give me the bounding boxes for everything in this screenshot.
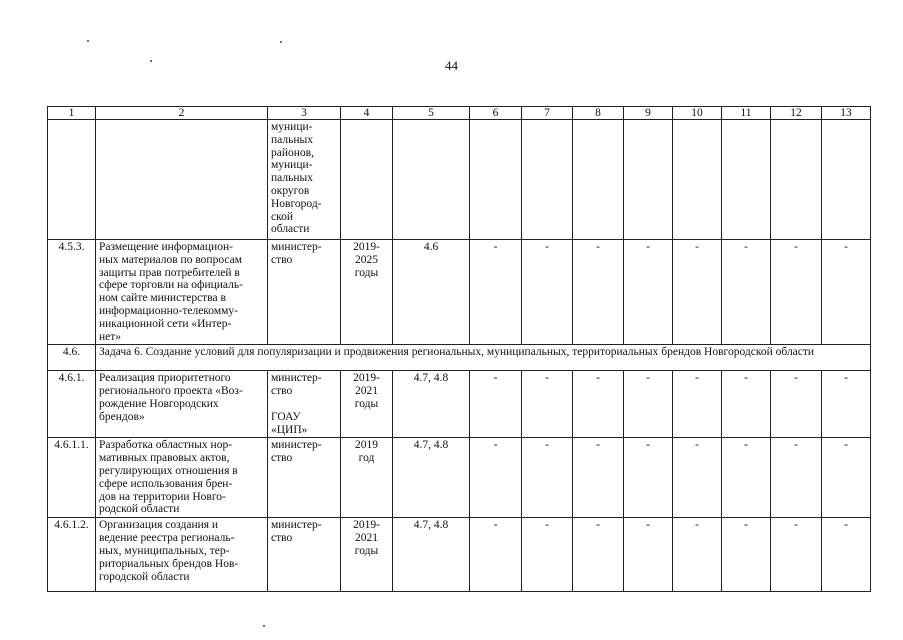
row-number: 4.6.1. <box>48 371 96 438</box>
column-header-4: 4 <box>341 107 393 120</box>
executor: министер- ство <box>268 438 341 518</box>
activity-name: Реализация приоритетного регионального проекта «Воз- рождение Новгородских брендов» <box>96 371 268 438</box>
column-header-7: 7 <box>522 107 573 120</box>
column-header-5: 5 <box>393 107 470 120</box>
scan-speck <box>263 625 265 627</box>
executor: муници- пальных районов, муници- пальных округов Новгород- ской области <box>268 120 341 240</box>
column-header-11: 11 <box>722 107 771 120</box>
header-row <box>48 107 871 120</box>
indicator-links <box>393 120 470 240</box>
period: 2019- 2025 годы <box>341 240 393 345</box>
indicator-value: - <box>522 240 573 345</box>
table-row <box>48 240 871 345</box>
indicator-links: 4.7, 4.8 <box>393 371 470 438</box>
scan-speck <box>280 41 282 43</box>
column-header-10: 10 <box>673 107 722 120</box>
indicator-value: - <box>771 240 822 345</box>
executor: министер- ство <box>268 518 341 592</box>
row-number: 4.6.1.2. <box>48 518 96 592</box>
indicator-value: - <box>673 518 722 592</box>
indicator-value: - <box>470 518 522 592</box>
table-row <box>48 120 871 240</box>
row-number <box>48 120 96 240</box>
indicator-value: - <box>522 518 573 592</box>
column-header-2: 2 <box>96 107 268 120</box>
indicator-links: 4.7, 4.8 <box>393 518 470 592</box>
indicator-value: - <box>722 371 771 438</box>
period: 2019 год <box>341 438 393 518</box>
indicator-value: - <box>822 371 871 438</box>
indicator-value: - <box>573 518 624 592</box>
program-table <box>47 106 871 592</box>
indicator-value: - <box>722 240 771 345</box>
indicator-value: - <box>771 518 822 592</box>
row-number: 4.6.1.1. <box>48 438 96 518</box>
page-number: 44 <box>445 58 458 73</box>
task-row <box>48 345 871 371</box>
indicator-value: - <box>470 371 522 438</box>
indicator-value <box>522 120 573 240</box>
executor: министер- ство ГОАУ «ЦИП» <box>268 371 341 438</box>
period <box>341 120 393 240</box>
period: 2019- 2021 годы <box>341 371 393 438</box>
activity-name: Размещение информацион- ных материалов по вопросам защиты прав потребителей в сфере торговли на официаль- ном сайте министерства в информационно-телекомму- никационной сети «Интер- нет» <box>96 240 268 345</box>
indicator-links: 4.7, 4.8 <box>393 438 470 518</box>
indicator-value: - <box>470 240 522 345</box>
indicator-value: - <box>673 240 722 345</box>
indicator-value <box>722 120 771 240</box>
column-header-9: 9 <box>624 107 673 120</box>
scan-speck <box>150 60 152 62</box>
table-row <box>48 371 871 438</box>
row-number: 4.5.3. <box>48 240 96 345</box>
activity-name: Организация создания и ведение реестра региональ- ных, муниципальных, тер- риториальных брендов Нов- городской области <box>96 518 268 592</box>
indicator-value: - <box>573 240 624 345</box>
activity-name: Разработка областных нор- мативных правовых актов, регулирующих отношения в сфере использования брен- дов на территории Новго- родской области <box>96 438 268 518</box>
indicator-links: 4.6 <box>393 240 470 345</box>
indicator-value: - <box>624 438 673 518</box>
indicator-value: - <box>673 371 722 438</box>
indicator-value: - <box>522 438 573 518</box>
indicator-value: - <box>624 371 673 438</box>
indicator-value: - <box>822 518 871 592</box>
indicator-value: - <box>624 240 673 345</box>
table-row <box>48 438 871 518</box>
indicator-value: - <box>822 240 871 345</box>
column-header-6: 6 <box>470 107 522 120</box>
column-header-8: 8 <box>573 107 624 120</box>
indicator-value: - <box>573 371 624 438</box>
indicator-value: - <box>470 438 522 518</box>
indicator-value: - <box>624 518 673 592</box>
indicator-value <box>573 120 624 240</box>
table-row <box>48 518 871 592</box>
column-header-1: 1 <box>48 107 96 120</box>
executor: министер- ство <box>268 240 341 345</box>
activity-name <box>96 120 268 240</box>
table-body <box>48 120 871 592</box>
indicator-value: - <box>722 438 771 518</box>
indicator-value <box>822 120 871 240</box>
indicator-value: - <box>673 438 722 518</box>
indicator-value <box>624 120 673 240</box>
indicator-value: - <box>771 438 822 518</box>
scan-speck <box>87 40 89 42</box>
indicator-value: - <box>822 438 871 518</box>
indicator-value <box>771 120 822 240</box>
task-title: Задача 6. Создание условий для популяризации и продвижения региональных, муниципальных, территориальных брендов Новгородской области <box>96 345 871 371</box>
indicator-value <box>470 120 522 240</box>
period: 2019- 2021 годы <box>341 518 393 592</box>
indicator-value: - <box>722 518 771 592</box>
indicator-value: - <box>522 371 573 438</box>
indicator-value: - <box>573 438 624 518</box>
indicator-value: - <box>771 371 822 438</box>
indicator-value <box>673 120 722 240</box>
column-header-13: 13 <box>822 107 871 120</box>
row-number: 4.6. <box>48 345 96 371</box>
column-header-12: 12 <box>771 107 822 120</box>
column-header-3: 3 <box>268 107 341 120</box>
